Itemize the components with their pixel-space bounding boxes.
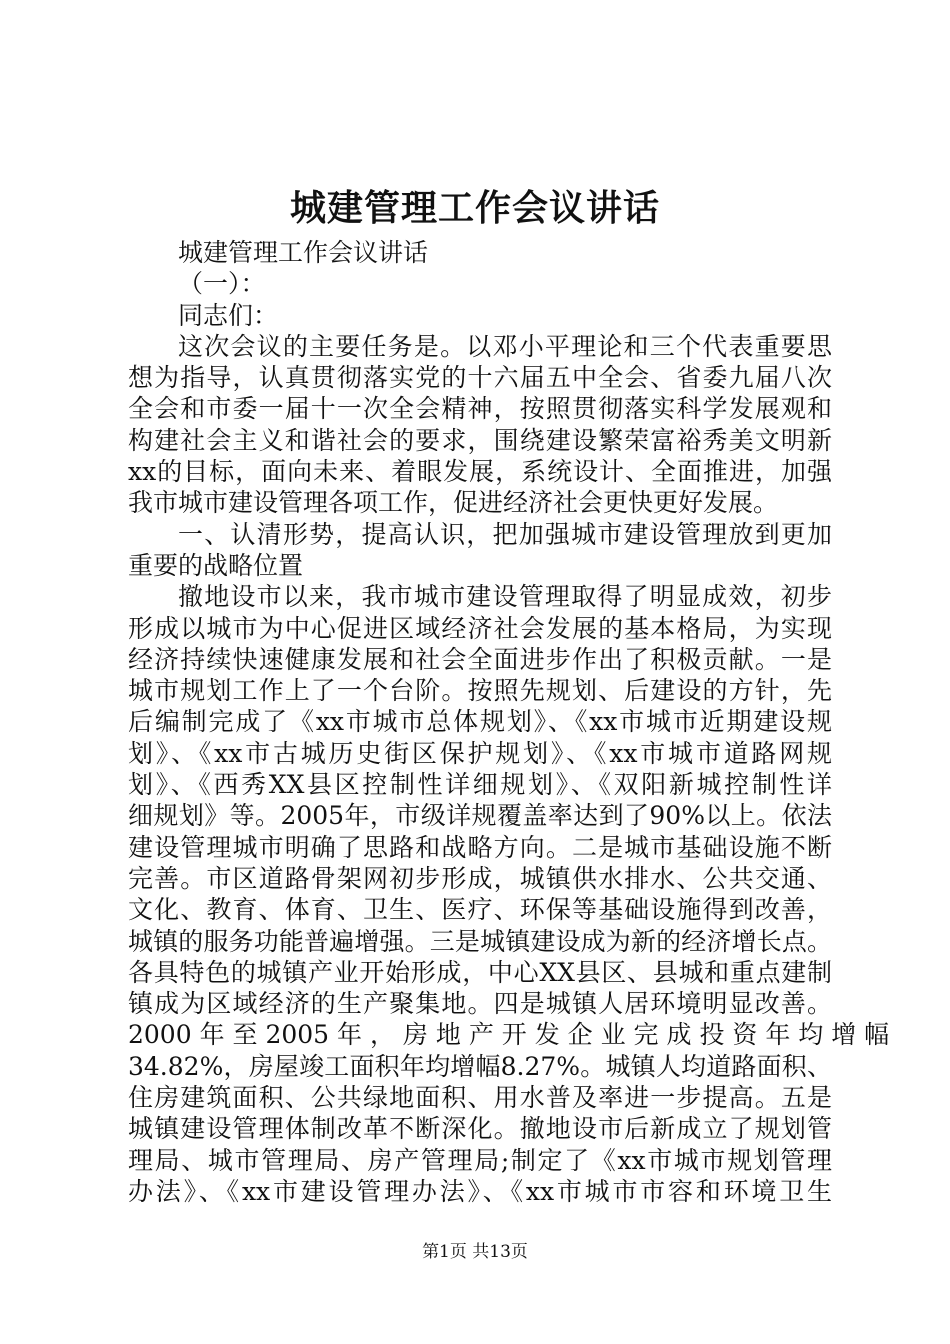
text-line: 34.82%，房屋竣工面积年均增幅8.27%。城镇人均道路面积、 (128, 1051, 832, 1081)
text-line: 这次会议的主要任务是。以邓小平理论和三个代表重要思 (178, 331, 832, 361)
text-line: 城镇的服务功能普遍增强。三是城镇建设成为新的经济增长点。 (128, 926, 832, 956)
text-line: 城市规划工作上了一个台阶。按照先规划、后建设的方针，先 (128, 676, 832, 706)
text-line: 镇成为区域经济的生产聚集地。四是城镇人居环境明显改善。 (128, 989, 832, 1019)
document-body (128, 237, 890, 1207)
text-line: 建设管理城市明确了思路和战略方向。二是城市基础设施不断 (128, 832, 832, 862)
text-line: 文化、教育、体育、卫生、医疗、环保等基础设施得到改善， (128, 895, 832, 925)
text-line: 理局、城市管理局、房产管理局;制定了《xx市城市规划管理 (128, 1145, 832, 1175)
text-line: 办法》、《xx市建设管理办法》、《xx市城市市容和环境卫生 (128, 1176, 832, 1206)
text-line: （一）： (178, 269, 266, 299)
page-footer: 第1页 共13页 (422, 1242, 528, 1262)
text-line: 后编制完成了《xx市城市总体规划》、《xx市城市近期建设规 (128, 707, 832, 737)
text-line: 同志们： (178, 300, 279, 330)
text-line: 住房建筑面积、公共绿地面积、用水普及率进一步提高。五是 (128, 1083, 832, 1113)
text-line: 我市城市建设管理各项工作，促进经济社会更快更好发展。 (128, 488, 779, 518)
text-line: 完善。市区道路骨架网初步形成，城镇供水排水、公共交通、 (128, 863, 832, 893)
text-line: 城建管理工作会议讲话 (178, 238, 429, 267)
text-line: 细规划》等。2005年，市级详规覆盖率达到了90%以上。依法 (128, 801, 832, 831)
text-line: 想为指导，认真贯彻落实党的十六届五中全会、省委九届八次 (128, 363, 832, 393)
text-line: 构建社会主义和谐社会的要求，围绕建设繁荣富裕秀美文明新 (128, 425, 832, 455)
document-title: 城建管理工作会议讲话 (289, 187, 660, 229)
text-line: xx的目标，面向未来、着眼发展，系统设计、全面推进，加强 (128, 457, 832, 487)
text-line: 划》、《xx市古城历史街区保护规划》、《xx市城市道路网规 (128, 738, 832, 768)
text-line: 撤地设市以来，我市城市建设管理取得了明显成效，初步 (178, 582, 832, 612)
text-line: 全会和市委一届十一次全会精神，按照贯彻落实科学发展观和 (128, 394, 832, 424)
text-line: 一、认清形势，提高认识，把加强城市建设管理放到更加 (178, 519, 832, 549)
text-line: 2000 年 至 2005 年 ， 房 地 产 开 发 企 业 完 成 投 资 年 均 增 幅 (128, 1020, 890, 1050)
text-line: 形成以城市为中心促进区域经济社会发展的基本格局，为实现 (128, 613, 832, 643)
text-line: 重要的战略位置 (128, 550, 304, 580)
text-line: 经济持续快速健康发展和社会全面进步作出了积极贡献。一是 (128, 644, 832, 674)
text-line: 划》、《西秀XX县区控制性详细规划》、《双阳新城控制性详 (128, 770, 832, 800)
text-line: 城镇建设管理体制改革不断深化。撤地设市后新成立了规划管 (128, 1114, 832, 1144)
text-line: 各具特色的城镇产业开始形成，中心XX县区、县城和重点建制 (128, 957, 832, 987)
